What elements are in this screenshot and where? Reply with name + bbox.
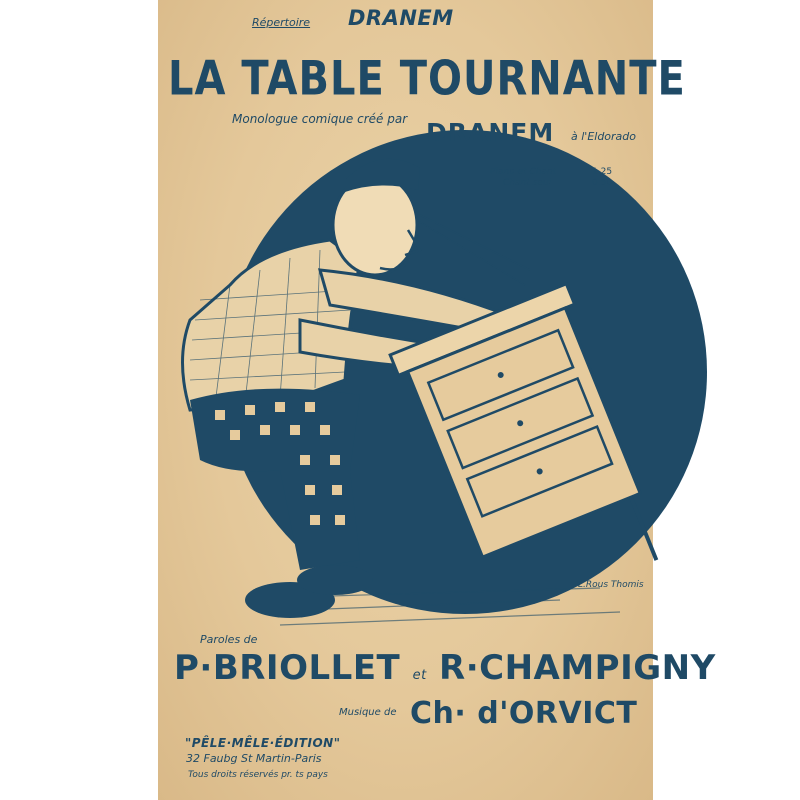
composer: Ch· d'ORVICT — [410, 696, 638, 731]
price-label-voice: Chant seul — [503, 178, 552, 188]
price-label-piano: Piano et Chant — [490, 167, 557, 177]
jacket — [183, 240, 361, 410]
lyricist-2: R·CHAMPIGNY — [439, 648, 716, 688]
song-title: LA TABLE TOURNANTE — [168, 52, 686, 107]
publisher-address: 32 Faubg St Martin-Paris — [186, 752, 322, 765]
performer-name: DRANEM — [426, 118, 555, 147]
rights-notice: Tous droits réservés pr. ts pays — [188, 770, 328, 780]
subtitle: Monologue comique créé par — [232, 112, 408, 126]
shoe-right — [297, 565, 373, 595]
publisher-name: "PÊLE·MÊLE·ÉDITION" — [185, 736, 341, 750]
conjunction: et — [412, 668, 427, 683]
illustrator-signature: L.Rous Thomis — [578, 580, 644, 590]
venue: à l'Eldorado — [571, 130, 637, 143]
repertoire-label: Répertoire — [252, 16, 311, 29]
lyricists — [174, 648, 716, 688]
price-value-voice: 0.50 — [592, 178, 613, 188]
price-value-piano: 1.25 — [592, 167, 613, 177]
lyrics-label: Paroles de — [200, 633, 258, 646]
music-label: Musique de — [339, 707, 397, 718]
repertoire-name: DRANEM — [348, 6, 454, 30]
lyricist-1: P·BRIOLLET — [174, 648, 401, 688]
